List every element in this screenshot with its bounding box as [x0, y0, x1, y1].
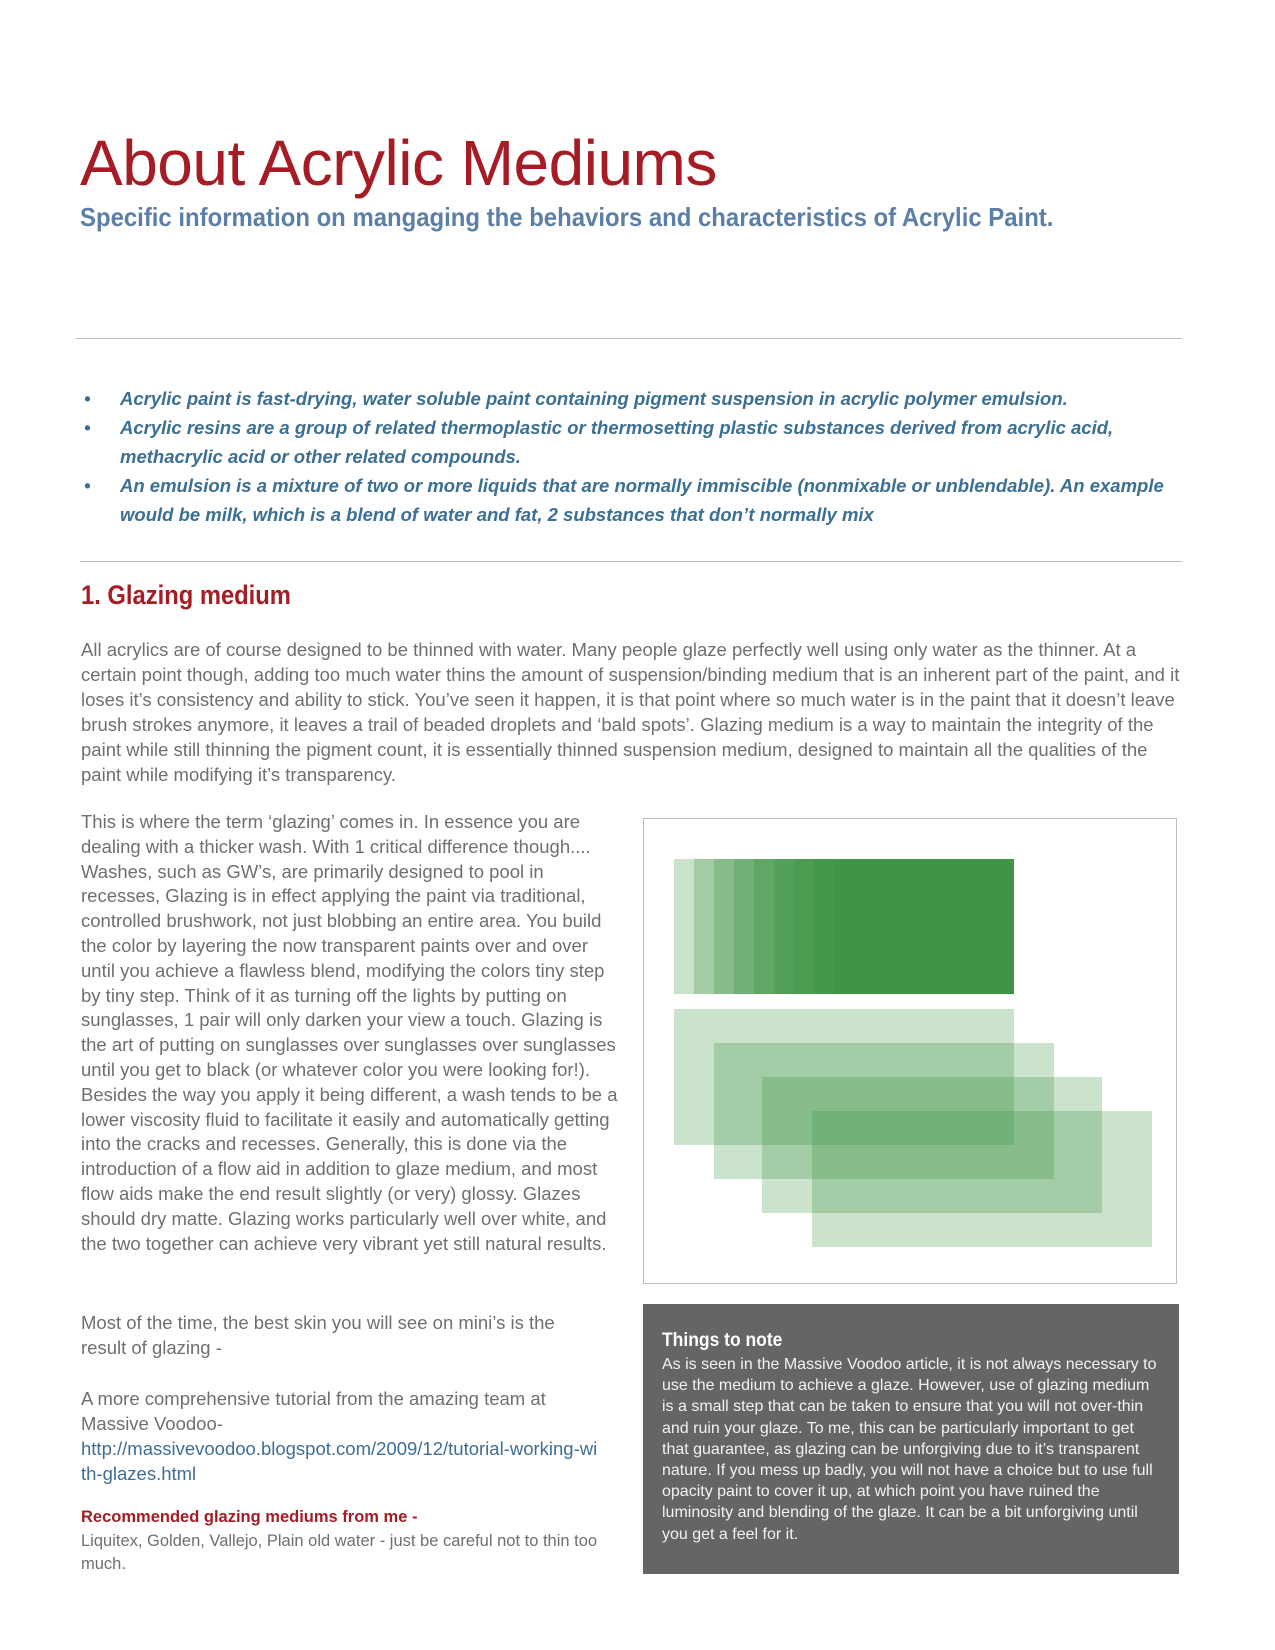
note-text: As is seen in the Massive Voodoo article, it is not always necessary to use the medium to achieve a glaze. However, use of glazing medium is a small step that can be taken to ensure that you will not over-thin and ruin your glaze. To me, this can be particularly important to get that guarantee, as glazing can be unforgiving due to it’s transparent nature. If you mess up badly, you will not have a choice but to use full opacity paint to cover it up, at which point you have ruined the luminosity and blending of the glaze. It can be a bit unforgiving until you get a feel for it.: [662, 1356, 1157, 1543]
glazing-paragraph: This is where the term ‘glazing’ comes in. In essence you are dealing with a thicker wash. With 1 critical difference though.... Washes, such as GW’s, are primarily designed to pool in recesses, Glazing is in effect applying the paint via traditional, controlled brushwork, not just blobbing an entire area. You build the color by layering the now transparent paints over and over until you achieve a flawless blend, modifying the colors tiny step by tiny step. Think of it as turning off the lights by putting on sunglasses, 1 pair will only darken your view a touch. Glazing is the art of putting on sunglasses over sunglasses over sunglasses until you get to black (or whatever color you were looking for!). Besides the way you apply it being different, a wash tends to be a lower viscosity fluid to facilitate it easily and automatically getting into the cracks and recesses. Generally, this is done via the introduction of a flow aid in addition to glaze medium, and most flow aids make the end result slightly (or very) glossy. Glazes should dry matte. Glazing works particularly well over white, and the two together can achieve very vibrant yet still natural results.: [81, 811, 618, 1254]
recommended-heading: Recommended glazing mediums from me -: [81, 1508, 418, 1526]
glazing-illustration: [643, 818, 1177, 1284]
things-to-note-box: [643, 1304, 1179, 1574]
glaze-layer-strip: [834, 859, 1014, 994]
definition-item: • Acrylic resins are a group of related thermoplastic or thermosetting plastic substances derived from acrylic acid, methacrylic acid or other related compounds.: [80, 413, 1190, 471]
glazing-illustration-svg: [644, 819, 1176, 1283]
tutorial-text: A more comprehensive tutorial from the amazing team at Massive Voodoo-: [81, 1388, 546, 1434]
bullet-icon: •: [84, 475, 91, 496]
recommended-text: Liquitex, Golden, Vallejo, Plain old water - just be careful not to thin too much.: [81, 1532, 598, 1573]
section-heading: 1. Glazing medium: [81, 580, 291, 610]
note-title: Things to note: [662, 1330, 783, 1351]
divider-top: [76, 338, 1182, 339]
tutorial-paragraph: [81, 1386, 601, 1486]
tutorial-link[interactable]: http://massivevoodoo.blogspot.com/2009/12/tutorial-working-with-glazes.html: [81, 1438, 598, 1484]
divider-bottom: [80, 561, 1182, 562]
definition-item: • An emulsion is a mixture of two or more liquids that are normally immiscible (nonmixable or unblendable). An example would be milk, which is a blend of water and fat, 2 substances that don’t normally mix: [80, 471, 1190, 529]
glaze-layer-rectangle: [812, 1111, 1152, 1247]
page-title: About Acrylic Mediums: [80, 127, 717, 199]
definition-item: • Acrylic paint is fast-drying, water soluble paint containing pigment suspension in acrylic polymer emulsion.: [80, 384, 1190, 413]
definition-list: [80, 384, 1190, 529]
page-subtitle: Specific information on mangaging the behaviors and characteristics of Acrylic Paint.: [80, 202, 1054, 232]
bullet-icon: •: [84, 417, 91, 438]
skin-note-paragraph: Most of the time, the best skin you will see on mini’s is the result of glazing -: [81, 1312, 555, 1358]
bullet-icon: •: [84, 388, 91, 409]
intro-paragraph: All acrylics are of course designed to be thinned with water. Many people glaze perfectly well using only water as the thinner. At a certain point though, adding too much water thins the amount of suspension/binding medium that is an inherent part of the paint, and it loses it’s consistency and ability to stick. You’ve seen it happen, it is that point where so much water is in the paint that it doesn’t leave brush strokes anymore, it leaves a trail of beaded droplets and ‘bald spots’. Glazing medium is a way to maintain the integrity of the paint while still thinning the pigment count, it is essentially thinned suspension medium, designed to maintain all the qualities of the paint while modifying it’s transparency.: [81, 639, 1180, 785]
